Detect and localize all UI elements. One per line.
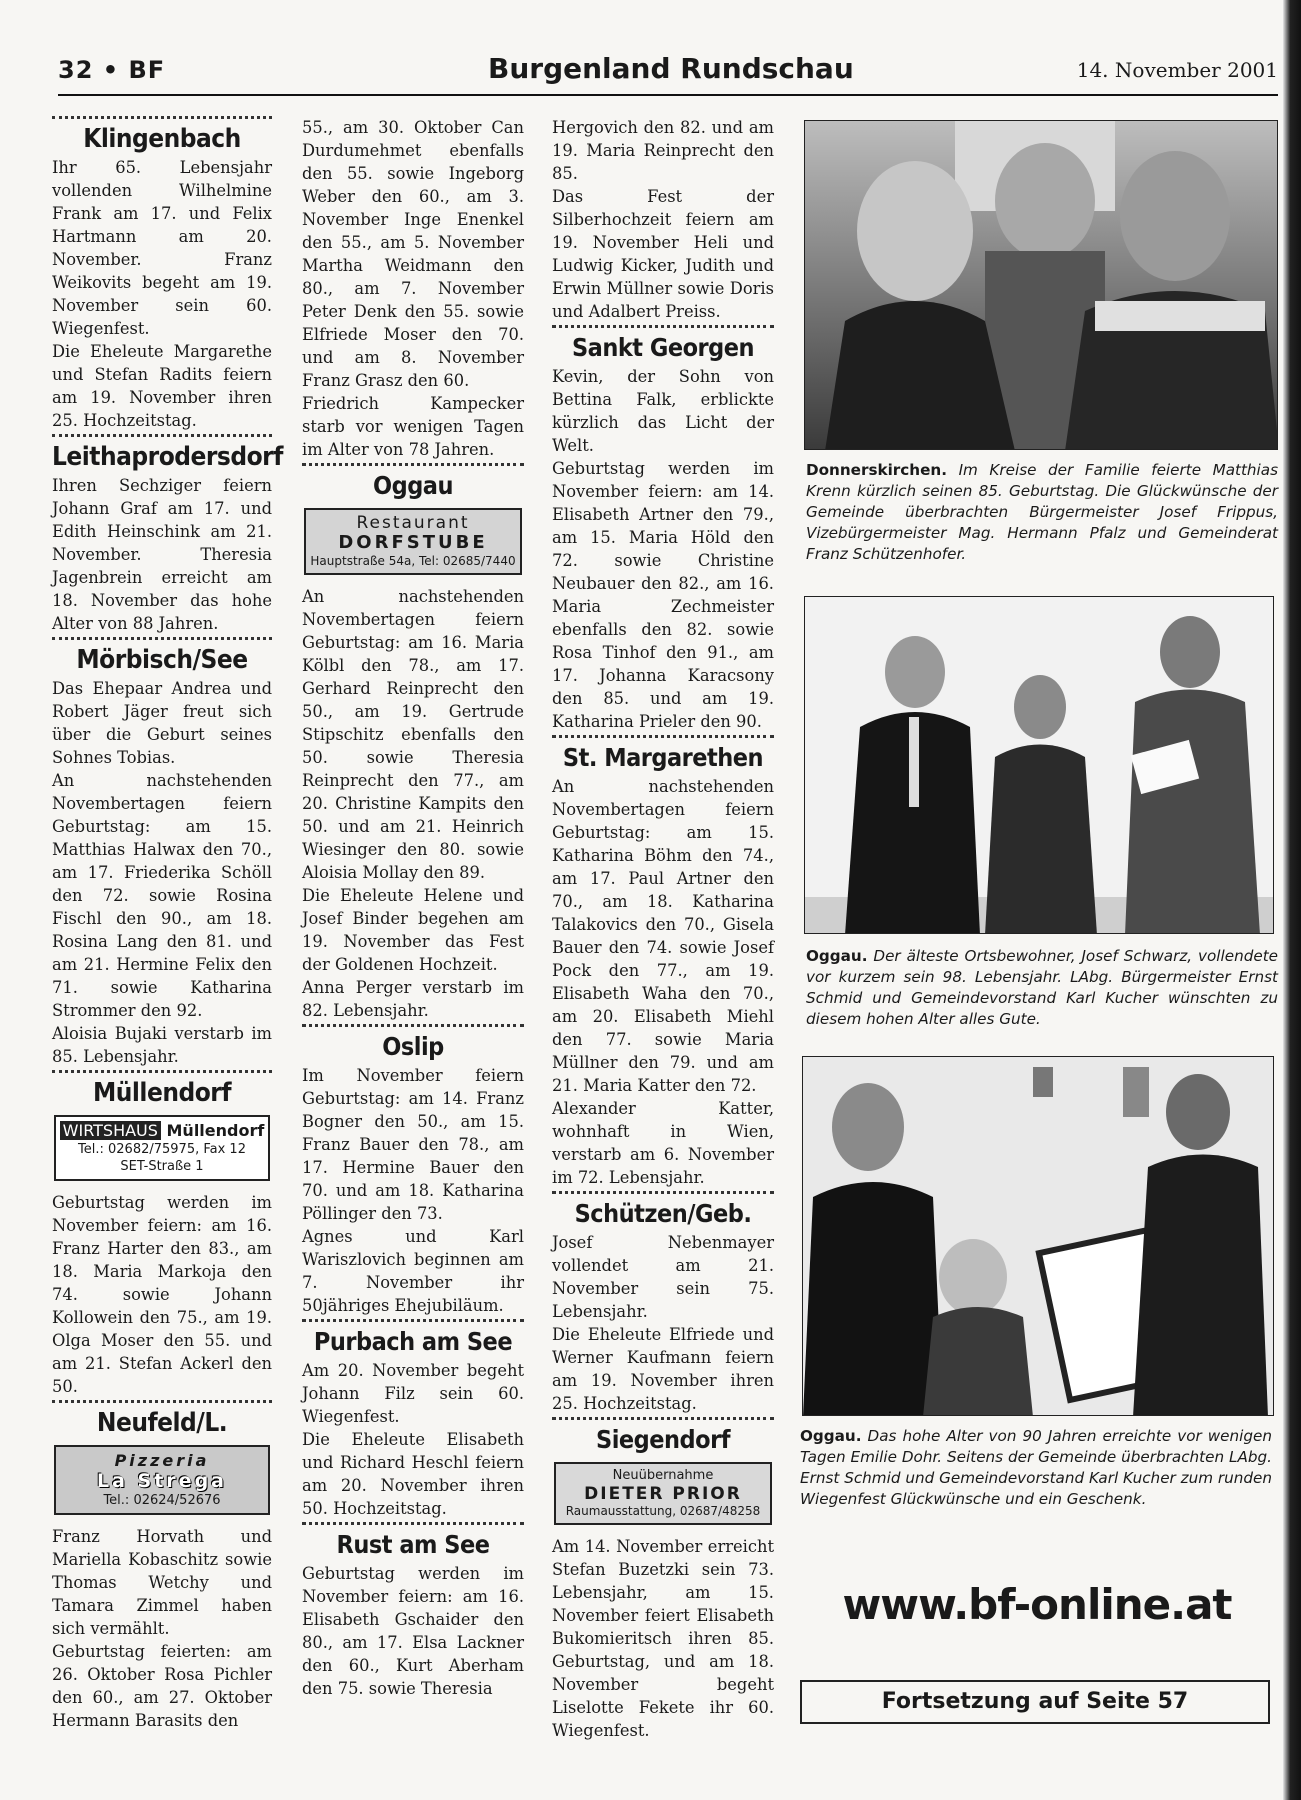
divider bbox=[302, 1319, 524, 1322]
paragraph: Aloisia Bujaki verstarb im 85. Lebensjahr. bbox=[52, 1024, 272, 1066]
ad-line: Restaurant bbox=[356, 513, 470, 533]
page-header bbox=[58, 52, 1278, 96]
section-muellendorf bbox=[52, 1070, 272, 1398]
section-moerbisch bbox=[52, 637, 272, 1068]
paragraph: Geburtstag werden im November feiern: am 16. Elisabeth Gschaider den 80., am 17. Elsa Lackner den 60., Kurt Aberham den 75. sowie Theresia bbox=[302, 1564, 524, 1698]
divider bbox=[302, 463, 524, 466]
divider bbox=[302, 1024, 524, 1027]
paragraph: Geburtstag werden im November feiern: am 16. Franz Harter den 83., am 18. Maria Markoja den 74. sowie Johann Kollowein den 75., am 19. Olga Moser den 55. und am 21. Stefan Ackerl den 50. bbox=[52, 1193, 272, 1396]
ad-address: SET-Straße 1 bbox=[120, 1159, 204, 1174]
section-klingenbach bbox=[52, 116, 272, 432]
ad-address: Hauptstraße 54a, Tel: 02685/7440 bbox=[310, 554, 516, 568]
section-continued bbox=[552, 116, 774, 323]
section-siegendorf bbox=[552, 1417, 774, 1742]
divider bbox=[552, 325, 774, 328]
caption-place: Donnerskirchen. bbox=[806, 461, 947, 479]
advertisement-dorfstube bbox=[304, 508, 522, 575]
ad-name-text: Müllendorf bbox=[166, 1121, 265, 1140]
ad-phone: Tel.: 02682/75975, Fax 12 bbox=[78, 1142, 246, 1157]
divider bbox=[552, 1191, 774, 1194]
photo-caption-3 bbox=[800, 1426, 1272, 1510]
section-oggau bbox=[302, 463, 524, 1022]
column-1 bbox=[52, 116, 283, 1734]
section-title: Siegendorf bbox=[596, 1425, 730, 1454]
section-title: Sankt Georgen bbox=[571, 333, 755, 362]
paragraph: 55., am 30. Oktober Can Durdumehmet ebenfalls den 55. sowie Ingeborg Weber den 60., am 3. November Inge Enenkel den 55., am 5. November Martha Weidmann den 80., am 7. November Peter Denk den 55. sowie Elfriede Moser den 70. und am 8. November Franz Grasz den 60. bbox=[302, 118, 524, 390]
section-purbach bbox=[302, 1319, 524, 1520]
photo-graphic bbox=[805, 597, 1274, 934]
paragraph: Kevin, der Sohn von Bettina Falk, erblickte kürzlich das Licht der Welt. bbox=[552, 367, 774, 455]
ad-line: DIETER PRIOR bbox=[584, 1484, 742, 1504]
paragraph: Agnes und Karl Wariszlovich beginnen am 7. November ihr 50jähriges Ehejubiläum. bbox=[302, 1227, 524, 1315]
section-title: Neufeld/L. bbox=[96, 1408, 228, 1438]
paragraph: An nachstehenden Novembertagen feiern Geburtstag: am 16. Maria Kölbl den 78., am 17. Gerhard Reinprecht den 50., am 19. Gertrude Stipschitz ebenfalls den 50. sowie Theresia Reinprecht den 77., am 20. Christine Kampits den 50. und am 21. Heinrich Wiesinger den 80. sowie Aloisia Mollay den 89. bbox=[302, 587, 524, 882]
photo-graphic bbox=[803, 1057, 1274, 1416]
ad-line: DORFSTUBE bbox=[338, 532, 488, 553]
paragraph: Hergovich den 82. und am 19. Maria Reinprecht den 85. bbox=[552, 118, 774, 183]
section-title: Klingenbach bbox=[83, 124, 241, 154]
paragraph: Die Eheleute Margarethe und Stefan Radits feiern am 19. November ihren 25. Hochzeitstag. bbox=[52, 342, 272, 430]
page-number: 32 • BF bbox=[58, 56, 166, 84]
ad-line: Neuübernahme bbox=[612, 1468, 714, 1483]
paragraph: Am 20. November begeht Johann Filz sein 60. Wiegenfest. bbox=[302, 1361, 524, 1426]
advertisement-wirtshaus bbox=[54, 1115, 270, 1181]
paragraph: Geburtstag feierten: am 26. Oktober Rosa Pichler den 60., am 27. Oktober Hermann Barasits den bbox=[52, 1642, 272, 1730]
section-sanktgeorgen bbox=[552, 325, 774, 733]
section-schuetzen bbox=[552, 1191, 774, 1415]
scan-edge bbox=[1283, 0, 1301, 1800]
issue-date: 14. November 2001 bbox=[1076, 58, 1278, 82]
column-3 bbox=[552, 116, 774, 1744]
section-title: Rust am See bbox=[336, 1530, 490, 1559]
paragraph: Ihren Sechziger feiern Johann Graf am 17. und Edith Heinschink am 21. November. Theresia Jagenbrein erreicht am 18. November das hohe Alter von 88 Jahren. bbox=[52, 476, 272, 633]
photo-donnerskirchen bbox=[804, 120, 1278, 450]
section-title: Schützen/Geb. bbox=[574, 1199, 752, 1228]
paragraph: Die Eheleute Helene und Josef Binder begehen am 19. November das Fest der Goldenen Hochzeit. bbox=[302, 886, 524, 974]
section-continued bbox=[302, 116, 524, 461]
paragraph: An nachstehenden Novembertagen feiern Geburtstag: am 15. Matthias Halwax den 70., am 17. Friederika Schöll den 72. sowie Rosina Fischl den 90., am 18. Rosina Lang den 81. und am 21. Hermine Felix den 71. sowie Katharina Strommer den 92. bbox=[52, 771, 272, 1020]
divider bbox=[552, 735, 774, 738]
section-title: Oslip bbox=[382, 1032, 444, 1061]
caption-text: Das hohe Alter von 90 Jahren erreichte vor wenigen Tagen Emilie Dohr. Seitens der Gemeinde überbrachten LAbg. Ernst Schmid und Gemeindevorstand Karl Kucher zum runden Wiegenfest Glückwünsche und ein Geschenk. bbox=[800, 1427, 1272, 1508]
paragraph: Das Fest der Silberhochzeit feiern am 19. November Heli und Ludwig Kicker, Judith und Erwin Müllner sowie Doris und Adalbert Preiss. bbox=[552, 187, 774, 321]
section-stmargarethen bbox=[552, 735, 774, 1189]
divider bbox=[52, 116, 272, 119]
divider bbox=[52, 637, 272, 640]
ad-box-label: WIRTSHAUS bbox=[60, 1121, 161, 1140]
section-title: Müllendorf bbox=[92, 1078, 231, 1108]
section-neufeld bbox=[52, 1400, 272, 1732]
advertisement-pizzeria bbox=[54, 1445, 270, 1515]
photo-caption-2 bbox=[806, 946, 1278, 1030]
section-title: St. Margarethen bbox=[562, 743, 764, 772]
section-title: Oggau bbox=[372, 471, 453, 500]
section-title: Purbach am See bbox=[313, 1327, 513, 1356]
section-title: Mörbisch/See bbox=[76, 645, 248, 675]
divider bbox=[302, 1522, 524, 1525]
paragraph: Ihr 65. Lebensjahr vollenden Wilhelmine Frank am 17. und Felix Hartmann am 20. November. Franz Weikovits begeht am 19. November sein 60. Wiegenfest. bbox=[52, 158, 272, 338]
paragraph: Josef Nebenmayer vollendet am 21. November sein 75. Lebensjahr. bbox=[552, 1233, 774, 1321]
photo-caption-1 bbox=[806, 460, 1278, 565]
ad-phone: Raumausstattung, 02687/48258 bbox=[565, 1504, 761, 1518]
section-oslip bbox=[302, 1024, 524, 1317]
ad-phone: Tel.: 02624/52676 bbox=[103, 1493, 221, 1508]
caption-place: Oggau. bbox=[806, 947, 868, 965]
ad-line: Pizzeria bbox=[114, 1451, 210, 1470]
caption-text: Der älteste Ortsbewohner, Josef Schwarz, vollendete vor kurzem sein 98. Lebensjahr. LAbg. Bürgermeister Ernst Schmid und Gemeindevorstand Karl Kucher wünschten zu diesem hohen Alter alles Gute. bbox=[806, 947, 1278, 1028]
paragraph: Die Eheleute Elisabeth und Richard Heschl feiern am 20. November ihren 50. Hochzeitstag. bbox=[302, 1430, 524, 1518]
advertisement-prior bbox=[554, 1462, 772, 1525]
paragraph: Anna Perger verstarb im 82. Lebensjahr. bbox=[302, 978, 524, 1020]
ad-name bbox=[58, 1121, 266, 1141]
divider bbox=[52, 1070, 272, 1073]
paragraph: Alexander Katter, wohnhaft in Wien, verstarb am 6. November im 72. Lebensjahr. bbox=[552, 1099, 774, 1187]
caption-text: Im Kreise der Familie feierte Matthias Krenn kürzlich seinen 85. Geburtstag. Die Glückwünsche der Gemeinde überbrachten Bürgermeister Josef Frippus, Vizebürgermeister Mag. Hermann Pfalz und Gemeinderat Franz Schützenhofer. bbox=[806, 461, 1279, 563]
ad-line: La Strega bbox=[97, 1470, 227, 1492]
caption-place: Oggau. bbox=[800, 1427, 862, 1445]
photo-graphic bbox=[805, 121, 1278, 450]
section-rust bbox=[302, 1522, 524, 1700]
paragraph: Franz Horvath und Mariella Kobaschitz sowie Thomas Wetchy und Tamara Zimmel haben sich vermählt. bbox=[52, 1527, 272, 1638]
divider bbox=[52, 434, 272, 437]
section-leithaprodersdorf bbox=[52, 434, 283, 635]
divider bbox=[52, 1400, 272, 1403]
section-title: Leithaprodersdorf bbox=[52, 442, 283, 472]
paragraph: Am 14. November erreicht Stefan Buzetzki sein 73. Lebensjahr, am 15. November feiert Elisabeth Bukomieritsch ihren 85. Geburtstag, und am 18. November begeht Liselotte Fekete ihr 60. Wiegenfest. bbox=[552, 1537, 774, 1740]
paragraph: Im November feiern Geburtstag: am 14. Franz Bogner den 50., am 15. Franz Bauer den 78., am 17. Hermine Bauer den 70. und am 18. Katharina Pöllinger den 73. bbox=[302, 1066, 524, 1223]
paragraph: Friedrich Kampecker starb vor wenigen Tagen im Alter von 78 Jahren. bbox=[302, 394, 524, 459]
paragraph: Geburtstag werden im November feiern: am 14. Elisabeth Artner den 79., am 15. Maria Höld den 72. sowie Christine Neubauer den 82., am 16. Maria Zechmeister ebenfalls den 82. sowie Rosa Tinhof den 91., am 17. Johanna Karacsony den 85. und am 19. Katharina Prieler den 90. bbox=[552, 459, 774, 731]
divider bbox=[552, 1417, 774, 1420]
photo-oggau-dohr bbox=[802, 1056, 1274, 1416]
paragraph: Die Eheleute Elfriede und Werner Kaufmann feiern am 19. November ihren 25. Hochzeitstag. bbox=[552, 1325, 774, 1413]
paragraph: An nachstehenden Novembertagen feiern Geburtstag: am 15. Katharina Böhm den 74., am 17. Paul Artner den 70., am 18. Katharina Talakovics den 70., Gisela Bauer den 74. sowie Josef Pock den 77., am 19. Elisabeth Waha den 70., am 20. Elisabeth Miehl den 77. sowie Maria Müllner den 79. und am 21. Maria Katter den 72. bbox=[552, 777, 774, 1095]
continuation-note: Fortsetzung auf Seite 57 bbox=[800, 1680, 1270, 1724]
column-2 bbox=[302, 116, 524, 1702]
paragraph: Das Ehepaar Andrea und Robert Jäger freut sich über die Geburt seines Sohnes Tobias. bbox=[52, 679, 272, 767]
newspaper-title: Burgenland Rundschau bbox=[488, 52, 854, 85]
photo-oggau-schwarz bbox=[804, 596, 1274, 934]
website-url: www.bf-online.at bbox=[842, 1580, 1232, 1629]
